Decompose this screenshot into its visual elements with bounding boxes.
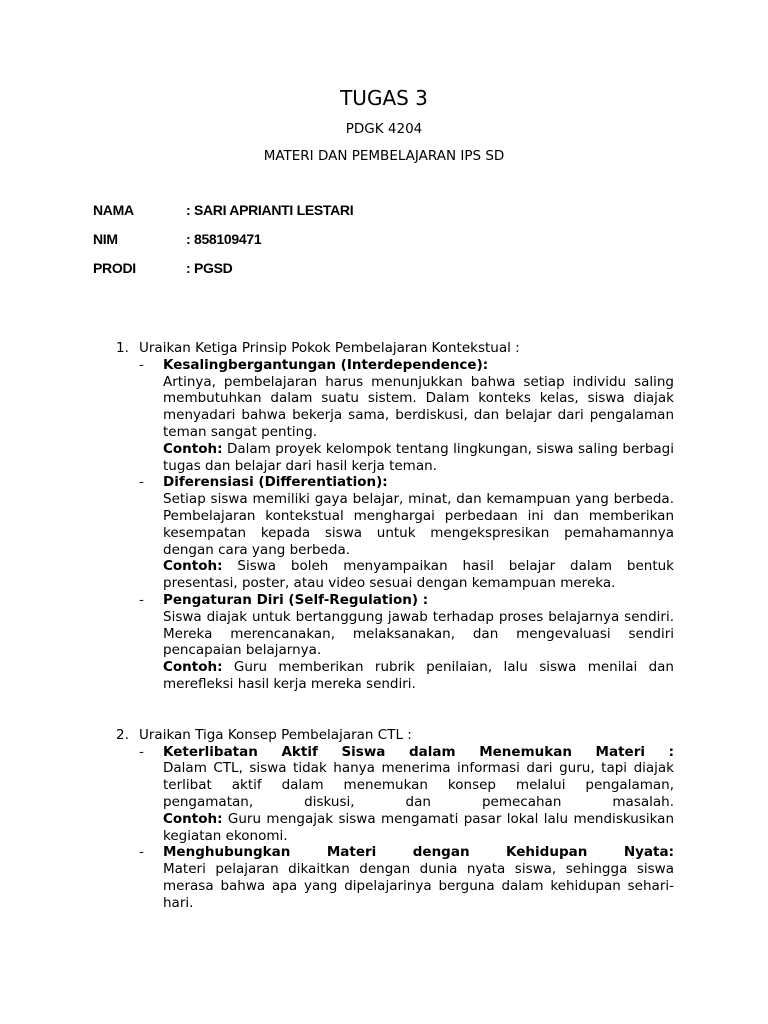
document-title: TUGAS 3 [340, 86, 428, 110]
item-title: Keterlibatan Aktif Siswa dalam Menemukan Materi : [163, 743, 674, 760]
dash-bullet: - [139, 591, 144, 608]
question-1 [0, 340, 768, 693]
list-item [139, 356, 674, 475]
list-item [139, 844, 674, 911]
item-example [163, 441, 674, 475]
example-label: Contoh: [163, 558, 223, 575]
question-heading: Uraikan Ketiga Prinsip Pokok Pembelajaran Kontekstual : [139, 340, 520, 356]
prodi-value: : PGSD [186, 260, 233, 276]
example-label: Contoh: [163, 810, 223, 827]
nim-label: NIM [93, 231, 118, 247]
course-name: MATERI DAN PEMBELAJARAN IPS SD [263, 148, 505, 164]
dash-bullet: - [139, 844, 144, 861]
item-example [163, 659, 674, 693]
item-title: Diferensiasi (Differentiation): [163, 474, 388, 491]
example-label: Contoh: [163, 659, 223, 676]
item-title: Kesalingbergantungan (Interdependence): [163, 356, 489, 373]
item-body: Setiap siswa memiliki gaya belajar, minat, dan kemampuan yang berbeda. Pembelajaran kontekstual menghargai perbedaan ini dan memberikan kesempatan kepada siswa untuk mengekspresikan pemahamannya dengan cara yang berbeda. [163, 491, 674, 558]
nama-label: NAMA [93, 202, 134, 218]
question-2 [0, 727, 768, 912]
question-heading: Uraikan Tiga Konsep Pembelajaran CTL : [139, 726, 412, 743]
list-item [139, 591, 674, 693]
list-item [139, 474, 674, 592]
item-body: Materi pelajaran dikaitkan dengan dunia nyata siswa, sehingga siswa merasa bahwa apa yang dipelajarinya berguna dalam kehidupan sehari-hari. [163, 861, 674, 911]
item-example [163, 811, 674, 845]
nim-value: : 858109471 [186, 231, 262, 247]
prodi-label: PRODI [93, 260, 136, 276]
item-example [163, 558, 674, 592]
document-body [0, 340, 768, 912]
item-title: Menghubungkan Materi dengan Kehidupan Nyata: [163, 844, 674, 861]
item-body: Siswa diajak untuk bertanggung jawab terhadap proses belajarnya sendiri. Mereka merencanakan, melaksanakan, dan mengevaluasi sendiri pencapaian belajarnya. [163, 608, 674, 659]
question-number: 1. [116, 340, 129, 356]
dash-bullet: - [139, 474, 144, 491]
item-body: Dalam CTL, siswa tidak hanya menerima informasi dari guru, tapi diajak terlibat aktif dalam menemukan konsep melalui pengalaman, pengamatan, diskusi, dan pemecahan masalah. [163, 760, 674, 810]
example-label: Contoh: [163, 440, 223, 457]
nama-value: : SARI APRIANTI LESTARI [186, 202, 354, 218]
course-code: PDGK 4204 [345, 121, 423, 137]
item-title: Pengaturan Diri (Self-Regulation) : [163, 591, 429, 608]
dash-bullet: - [139, 356, 144, 373]
item-body: Artinya, pembelajaran harus menunjukkan bahwa setiap individu saling membutuhkan dalam suatu sistem. Dalam konteks kelas, siswa diajak menyadari bahwa bekerja sama, berdiskusi, dan belajar dari pengalaman teman sangat penting. [163, 373, 674, 440]
list-item [139, 743, 674, 845]
example-text: Siswa boleh menyampaikan hasil belajar dalam bentuk presentasi, poster, atau video sesuai dengan kemampuan mereka. [163, 558, 674, 592]
question-number: 2. [116, 726, 129, 743]
dash-bullet: - [139, 743, 144, 760]
example-text: Guru memberikan rubrik penilaian, lalu siswa menilai dan merefleksi hasil kerja mereka sendiri. [163, 659, 674, 692]
example-text: Guru mengajak siswa mengamati pasar lokal lalu mendiskusikan kegiatan ekonomi. [163, 810, 674, 844]
example-text: Dalam proyek kelompok tentang lingkungan, siswa saling berbagi tugas dan belajar dari hasil kerja teman. [163, 440, 674, 474]
